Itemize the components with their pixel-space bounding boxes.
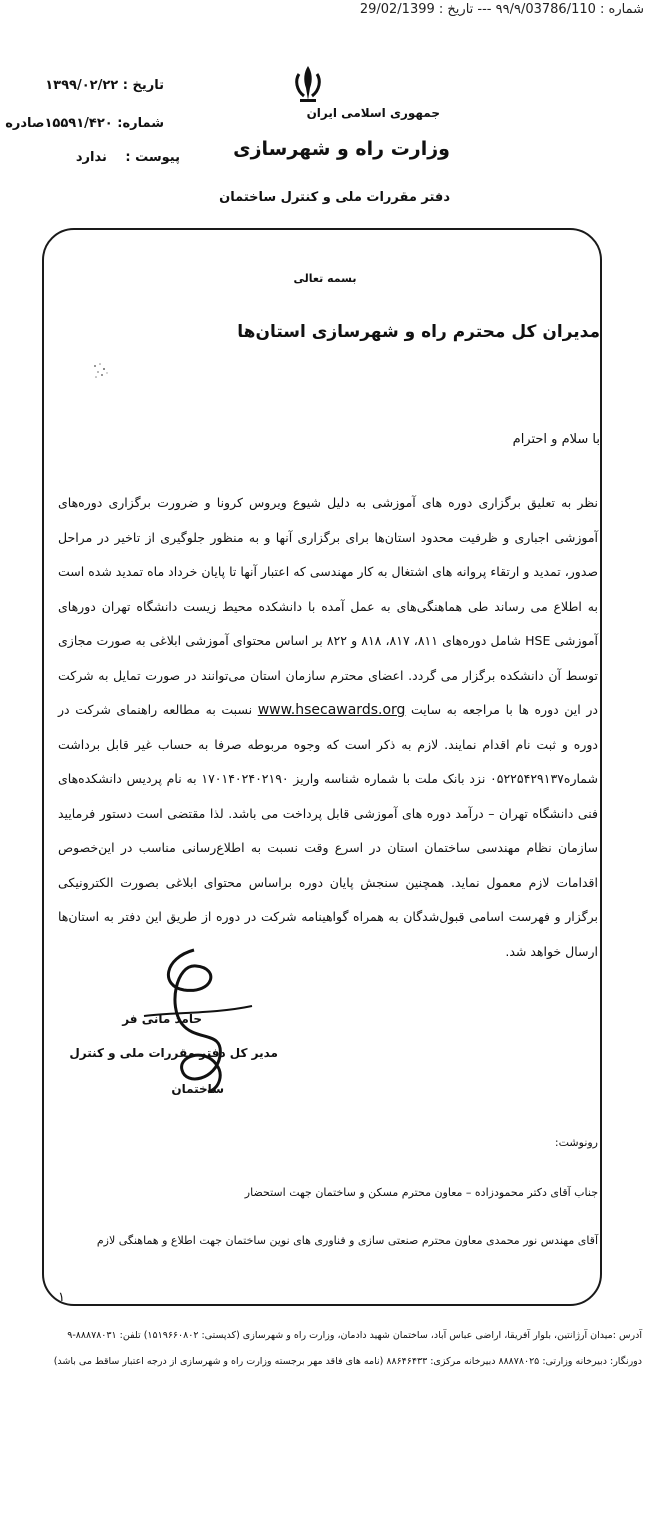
date-label: تاریخ : xyxy=(122,78,164,93)
signer-title: مدیر کل دفتر مقررات ملی و کنترل xyxy=(69,1046,278,1060)
greeting: با سلام و احترام xyxy=(512,432,600,447)
signer-title-line-2: ساختمان xyxy=(171,1082,224,1096)
top-stamp: شماره : ۹۹/۹/03786/110 --- تاریخ : 29/02/1399 xyxy=(359,2,644,17)
office-name: دفتر مقررات ملی و کنترل ساختمان xyxy=(219,190,450,205)
attachment-label: پیوست : xyxy=(125,150,180,165)
attachment-value: ندارد xyxy=(75,150,107,165)
number-label: شماره: xyxy=(117,116,164,131)
signer-name: حامد مانی فر xyxy=(122,1012,202,1026)
body-part-1: نظر به تعلیق برگزاری دوره های آموزشی به دلیل شیوع ویروس کرونا و ضرورت برگزاری دوره‌های آموزشی اجباری و ظرفیت محدود استان‌ها برای برگزاری آنها و به منظور جلوگیری از تاخیر در مراحل صدور، تمدید و ارتقاء پروانه های اشتغال به کار مهندسی که اعتبار آنها تا پایان خرداد ماه تمدید شده است به اطلاع می رساند طی هماهنگی‌های به عمل آمده با دانشکده محیط زیست دانشگاه تهران دورهای آموزشی HSE شامل دوره‌های ۸۱۱، ۸۱۷، ۸۱۸ و ۸۲۲ بر اساس محتوای آموزشی ابلاغی به صورت مجازی توسط آن دانشکده برگزار می گردد. اعضای محترم سازمان استان می‌توانند در صورت تمایل به شرکت در این دوره ها با مراجعه به سایت xyxy=(58,495,598,717)
ministry-name: وزارت راه و شهرسازی xyxy=(233,138,450,160)
body-part-2: نسبت به مطالعه راهنمای شرکت در دوره و ثبت نام اقدام نمایند. لازم به ذکر است که وجوه مربوطه صرفا به حساب غیر قابل برداشت شماره۰۵۲۲۵۴۲۹۱۳۷ نزد بانک ملت با شماره شناسه واریز ۱۷۰۱۴۰۲۴۰۲۱۹۰ به نام پردیس دانشکده‌های فنی دانشگاه تهران – درآمد دوره های آموزشی قابل پرداخت می باشد. لذا مقتضی است دستور فرمایید سازمان نظام مهندسی ساختمان استان در اسرع وقت نسبت به اطلاع‌رسانی مناسب در این‌خصوص اقدامات لازم معمول نماید. همچنین سنجش پایان دوره براساس محتوای ابلاغی بصورت الکترونیکی برگزار و فهرست اسامی قبول‌شدگان به همراه گواهینامه شرکت در دوره از طریق این دفتر به استان‌ها ارسال خواهد شد. xyxy=(58,702,598,959)
date-row xyxy=(45,78,164,93)
hse-awards-link[interactable]: www.hsecawards.org xyxy=(257,702,406,718)
number-value: ۱۵۵۹۱/۴۲۰صادره xyxy=(5,116,113,131)
signature-block xyxy=(69,952,284,1102)
scan-noise-icon xyxy=(90,360,112,382)
footer-secretariat: دورنگار: دبیرخانه وزارتی: ۸۸۸۷۸۰۲۵ دبیرخانه مرکزی: ۸۸۶۴۶۴۳۳ (نامه های فاقد مهر برجسته وزارت راه و شهرسازی از درجه اعتبار ساقط می باشد) xyxy=(53,1356,642,1367)
date-value: ۱۳۹۹/۰۲/۲۲ xyxy=(45,78,119,93)
cc-title: رونوشت: xyxy=(554,1136,598,1149)
footer-address: آدرس :میدان آرژانتین، بلوار آفریقا، اراضی عباس آباد، ساختمان شهید دادمان، وزارت راه و شهرسازی (کدپستی: ۱۵۱۹۶۶۰۸۰۲) تلفن: ۸۸۸۷۸۰۳۱-۹ xyxy=(67,1330,642,1341)
letter-body xyxy=(58,486,598,969)
republic-label: جمهوری اسلامی ایران xyxy=(306,106,440,120)
page-number: ۱ xyxy=(58,1290,65,1305)
besmellah: بسمه تعالی xyxy=(293,272,357,285)
iran-emblem-icon xyxy=(290,62,326,104)
addressee: مدیران کل محترم راه و شهرسازی استان‌ها xyxy=(237,322,600,342)
cc-line-2: آقای مهندس نور محمدی معاون محترم صنعتی سازی و فناوری های نوین ساختمان جهت اطلاع و هماهنگی لازم xyxy=(96,1234,598,1247)
cc-line-1: جناب آقای دکتر محمودزاده – معاون محترم مسکن و ساختمان جهت استحضار xyxy=(244,1186,598,1199)
number-row xyxy=(5,116,164,131)
attachment-row xyxy=(76,150,180,165)
